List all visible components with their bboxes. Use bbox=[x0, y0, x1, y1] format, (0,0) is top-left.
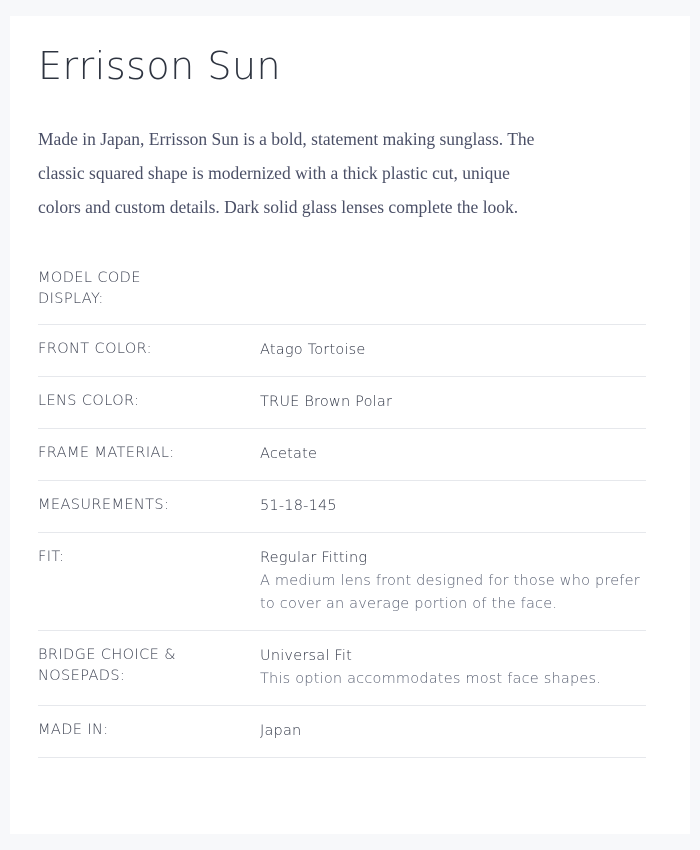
table-row bbox=[38, 428, 646, 480]
product-description: Made in Japan, Errisson Sun is a bold, statement making sunglass. The classic squared shape is modernized with a thick plastic cut, unique colors and custom details. Dark solid glass lenses complete the look. bbox=[38, 128, 535, 217]
spec-value-main: Acetate bbox=[260, 445, 318, 462]
spec-label bbox=[38, 268, 260, 325]
spec-label bbox=[38, 480, 260, 532]
spec-label-line1: MEASUREMENTS: bbox=[38, 496, 170, 513]
spec-label bbox=[38, 324, 260, 376]
spec-label bbox=[38, 428, 260, 480]
spec-label-line1: FIT: bbox=[38, 548, 65, 565]
spec-value bbox=[260, 532, 646, 630]
specifications-table bbox=[38, 268, 646, 758]
product-detail-card bbox=[10, 16, 690, 834]
spec-value-main: Japan bbox=[260, 722, 302, 739]
spec-label-line1: MADE IN: bbox=[38, 721, 109, 738]
spec-label bbox=[38, 705, 260, 757]
product-detail-content bbox=[10, 16, 690, 758]
spec-label-line1: FRAME MATERIAL: bbox=[38, 444, 175, 461]
spec-label-line1: MODEL CODE bbox=[38, 269, 141, 286]
table-row bbox=[38, 630, 646, 705]
spec-value-sub: This option accommodates most face shapes. bbox=[260, 670, 602, 687]
table-row bbox=[38, 324, 646, 376]
spec-value bbox=[260, 324, 646, 376]
spec-label-line2: DISPLAY: bbox=[38, 290, 104, 307]
spec-value bbox=[260, 268, 646, 325]
spec-value-main: TRUE Brown Polar bbox=[260, 393, 393, 410]
spec-value-main: 51-18-145 bbox=[260, 497, 337, 514]
spec-label-line1: BRIDGE CHOICE & bbox=[38, 646, 176, 663]
table-row bbox=[38, 532, 646, 630]
spec-value bbox=[260, 480, 646, 532]
spec-value bbox=[260, 428, 646, 480]
spec-value bbox=[260, 376, 646, 428]
table-row bbox=[38, 376, 646, 428]
spec-label-line1: FRONT COLOR: bbox=[38, 340, 152, 357]
spec-value bbox=[260, 630, 646, 705]
spec-value-main: Universal Fit bbox=[260, 647, 352, 664]
page-title: Errisson Sun bbox=[38, 44, 282, 88]
spec-value-sub: A medium lens front designed for those who prefer to cover an average portion of the face. bbox=[260, 572, 640, 612]
table-row bbox=[38, 480, 646, 532]
table-row bbox=[38, 268, 646, 325]
spec-value-main: Atago Tortoise bbox=[260, 341, 366, 358]
spec-label-line1: LENS COLOR: bbox=[38, 392, 140, 409]
spec-value-main: Regular Fitting bbox=[260, 549, 368, 566]
table-row bbox=[38, 705, 646, 757]
spec-label bbox=[38, 532, 260, 630]
spec-value bbox=[260, 705, 646, 757]
spec-label bbox=[38, 376, 260, 428]
spec-label bbox=[38, 630, 260, 705]
spec-label-line2: NOSEPADS: bbox=[38, 667, 126, 684]
